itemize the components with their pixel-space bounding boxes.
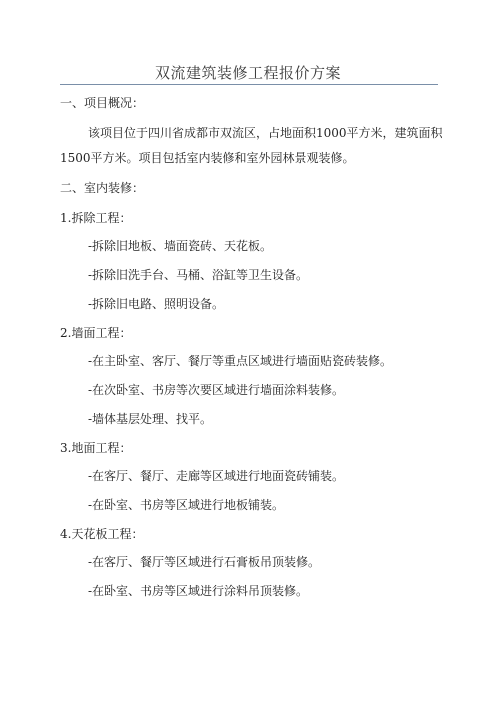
list-item: -在次卧室、书房等次要区域进行墙面涂料装修。 — [88, 383, 345, 397]
overview-paragraph-line-1: 该项目位于四川省成都市双流区，占地面积1000平方米，建筑面积 — [88, 126, 443, 140]
overview-paragraph-line-2: 1500平方米。项目包括室内装修和室外园林景观装修。 — [60, 151, 355, 165]
list-item: -在客厅、餐厅、走廊等区域进行地面瓷砖铺装。 — [88, 469, 345, 483]
subsection-heading-ceiling: 4.天花板工程： — [60, 527, 144, 541]
list-item: -在卧室、书房等区域进行地板铺装。 — [88, 498, 285, 512]
section-heading-overview: 一、项目概况： — [60, 96, 145, 110]
list-item: -拆除旧电路、照明设备。 — [88, 297, 225, 311]
title-divider — [60, 84, 438, 85]
list-item: -在客厅、餐厅等区域进行石膏板吊顶装修。 — [88, 555, 321, 569]
list-item: -拆除旧地板、墙面瓷砖、天花板。 — [88, 239, 273, 253]
subsection-heading-demolition: 1.拆除工程： — [60, 211, 132, 225]
list-item: -墙体基层处理、找平。 — [88, 412, 213, 426]
section-heading-interior: 二、室内装修： — [60, 181, 145, 195]
list-item: -在主卧室、客厅、餐厅等重点区域进行墙面贴瓷砖装修。 — [88, 354, 393, 368]
list-item: -拆除旧洗手台、马桶、浴缸等卫生设备。 — [88, 268, 309, 282]
subsection-heading-wall: 2.墙面工程： — [60, 326, 132, 340]
document-title: 双流建筑装修工程报价方案 — [154, 64, 341, 82]
subsection-heading-floor: 3.地面工程： — [60, 441, 132, 455]
list-item: -在卧室、书房等区域进行涂料吊顶装修。 — [88, 584, 309, 598]
